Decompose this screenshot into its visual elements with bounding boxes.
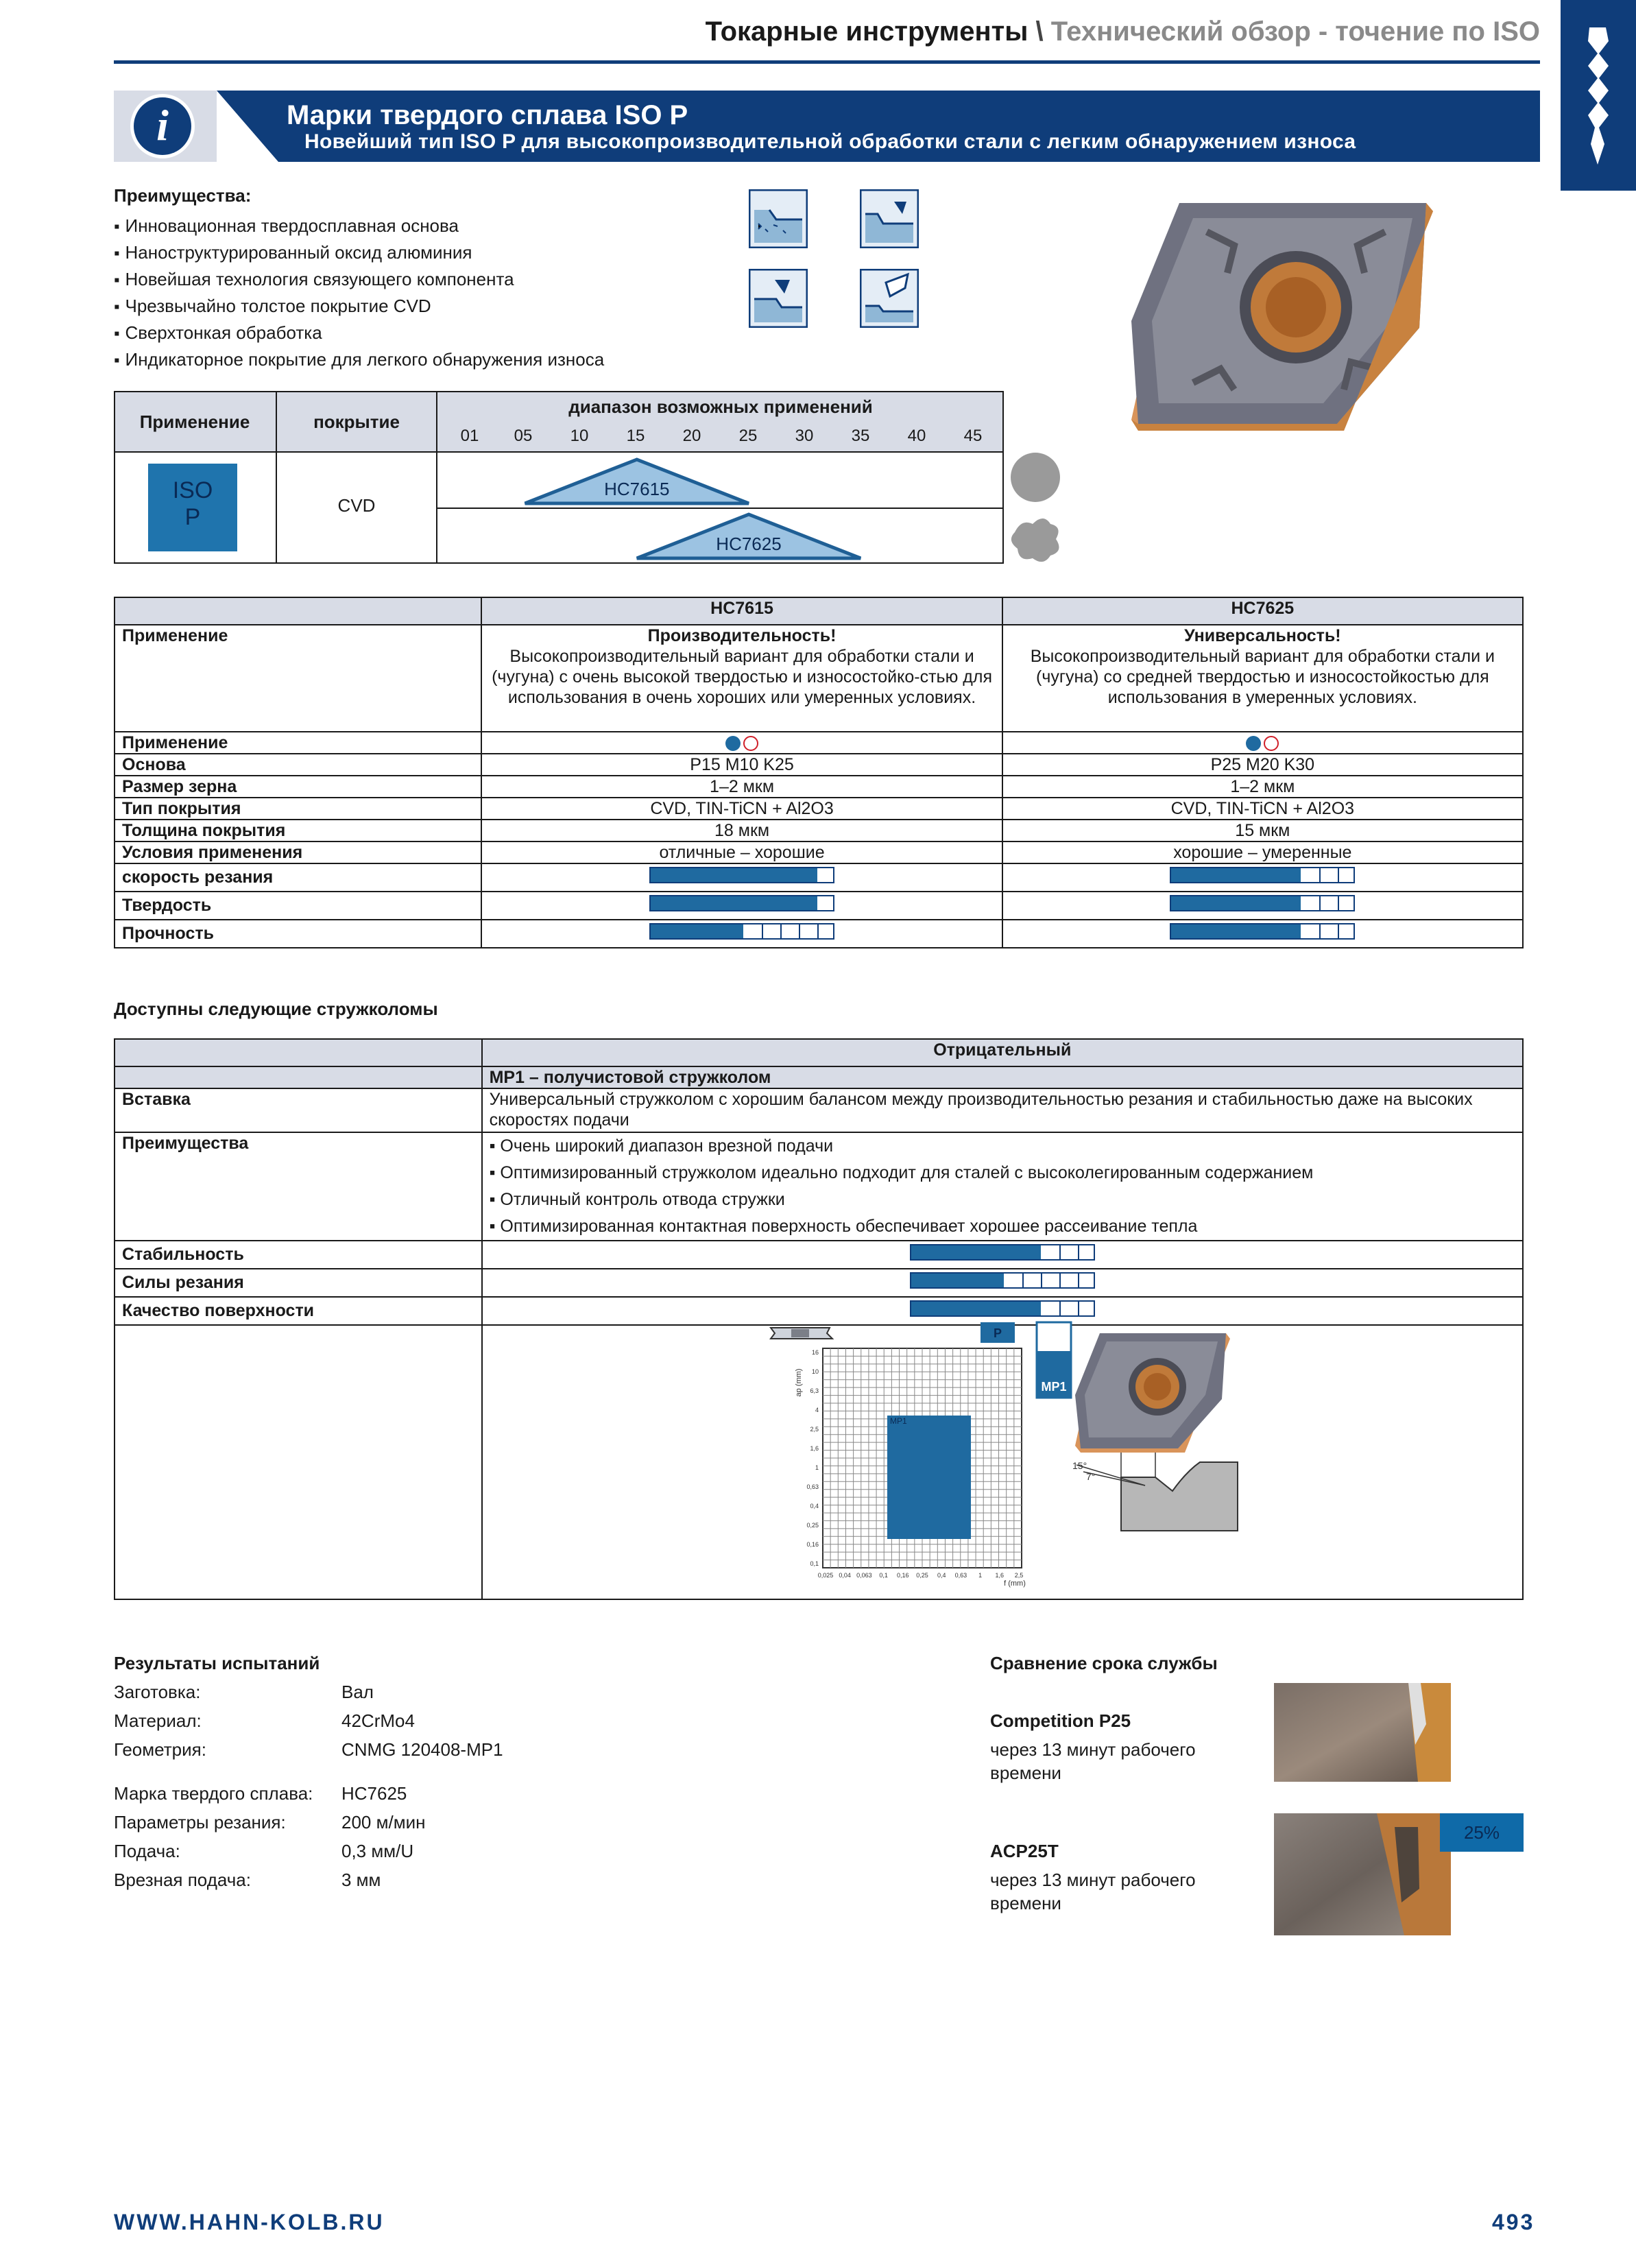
rating-fill (651, 924, 743, 938)
footer-url[interactable]: WWW.HAHN-KOLB.RU (114, 2210, 385, 2234)
rating-bar (1170, 867, 1355, 883)
row-label: Вставка (115, 1088, 482, 1132)
header-rule (114, 60, 1540, 64)
product-note: через 13 минут рабочего (990, 1870, 1196, 1890)
result-value: HC7625 (341, 1783, 407, 1804)
lifetime-heading: Сравнение срока службы (990, 1653, 1218, 1673)
grade2-header: HC7625 (1002, 597, 1523, 625)
section-title: Токарные инструменты (705, 16, 1028, 47)
rating-bar (649, 895, 834, 911)
filled-dot-icon (1246, 736, 1261, 751)
material-blob-icon (1011, 518, 1059, 562)
range-border-top (114, 391, 1004, 392)
rating-fill (911, 1245, 1041, 1259)
grade1-speed (481, 863, 1002, 892)
result-label: Параметры резания: (114, 1812, 286, 1833)
grade1-conditions: отличные – хорошие (481, 841, 1002, 863)
result-value: CNMG 120408-MP1 (341, 1739, 503, 1760)
insert-image (1131, 184, 1458, 447)
range-tick: 25 (738, 427, 758, 445)
row-label: Стабильность (115, 1241, 482, 1269)
x-tick-label: 0,063 (856, 1572, 872, 1579)
grade2-speed (1002, 863, 1523, 892)
chipbreaker-advantages (482, 1132, 1523, 1241)
iso-label: ISO (172, 477, 213, 503)
product-wear-photo (1274, 1813, 1451, 1935)
profiling-icon (860, 269, 919, 328)
info-box (114, 91, 217, 162)
grade1-header: HC7615 (481, 597, 1002, 625)
col-application-header: Применение (114, 392, 276, 451)
x-tick-label: 0,63 (954, 1572, 967, 1579)
chapter-tab (1561, 0, 1636, 191)
row-label: Прочность (115, 920, 481, 948)
x-tick-label: 0,025 (817, 1572, 834, 1579)
grade2-grain: 1–2 мкм (1002, 776, 1523, 798)
range-grade-label: HC7625 (716, 534, 782, 554)
range-tick: 10 (570, 427, 589, 445)
list-item: ▪ Инновационная твердосплавная основа (114, 213, 604, 239)
result-label: Врезная подача: (114, 1870, 251, 1890)
land-angle-label: 7° (1086, 1471, 1096, 1482)
row-label: Твердость (115, 892, 481, 920)
col-range-header: диапазон возможных применений (437, 392, 1004, 421)
chipbreaker-scale-label: MP1 (1041, 1380, 1067, 1394)
row-label: Толщина покрытия (115, 820, 481, 841)
rating-fill (1171, 924, 1301, 938)
semi-finishing-icon (749, 269, 808, 328)
result-label: Материал: (114, 1710, 202, 1731)
range-grade-label: HC7615 (604, 479, 670, 499)
grade2-thickness: 15 мкм (1002, 820, 1523, 841)
y-tick-label: 16 (811, 1349, 819, 1356)
filled-dot-icon (725, 736, 741, 751)
list-item: ▪ Чрезвычайно толстое покрытие CVD (114, 293, 604, 320)
material-tab-label: P (993, 1326, 1002, 1340)
row-label: Применение (115, 625, 481, 732)
stability-rating (482, 1241, 1523, 1269)
x-axis-label: f (mm) (1004, 1579, 1026, 1588)
y-tick-label: 0,63 (806, 1483, 819, 1490)
list-item-text: Оптимизированный стружколом идеально подходит для сталей с высоколегированным содержанием (500, 1163, 1314, 1182)
y-tick-label: 0,4 (810, 1503, 819, 1509)
rating-fill (911, 1274, 1004, 1287)
rake-angle-label: 15° (1072, 1460, 1087, 1471)
list-item-text: Отличный контроль отвода стружки (500, 1190, 785, 1209)
range-tick: 45 (963, 427, 983, 445)
chipbreaker-name: MP1 – получистовой стружколом (482, 1066, 1523, 1088)
competitor-wear-photo (1274, 1683, 1451, 1782)
iso-group-label: P (184, 504, 201, 530)
forces-rating (482, 1269, 1523, 1297)
result-label: Геометрия: (114, 1739, 206, 1760)
x-tick-label: 0,25 (916, 1572, 928, 1579)
insert-small-image (1075, 1324, 1240, 1461)
result-value: 3 мм (341, 1870, 381, 1890)
row-label: Тип покрытия (115, 798, 481, 820)
rating-cell-divider (1319, 868, 1321, 882)
x-tick-label: 1,6 (995, 1572, 1005, 1579)
row-label: Основа (115, 754, 481, 776)
rating-cell-divider (1078, 1302, 1079, 1315)
rating-fill (651, 896, 817, 910)
iso-p-badge (148, 464, 237, 551)
grade1-grain: 1–2 мкм (481, 776, 1002, 798)
grade2-title: Универсальность! (1184, 626, 1341, 645)
product-name: ACP25T (990, 1841, 1059, 1861)
rating-cell-divider (1059, 1302, 1061, 1315)
rating-bar (1170, 895, 1355, 911)
grade1-application-dots (481, 732, 1002, 754)
competitor-note: времени (990, 1763, 1061, 1783)
rating-cell-divider (1319, 924, 1321, 938)
info-icon: i (130, 94, 195, 158)
rating-cell-divider (1338, 868, 1339, 882)
grade2-application-dots (1002, 732, 1523, 754)
empty-header (115, 1039, 482, 1066)
list-item: ▪ Отличный контроль отвода стружки (489, 1190, 785, 1209)
insert-description: Универсальный стружколом с хорошим балансом между производительностью резания и стабильностью даже на высоких скоростях подачи (482, 1088, 1523, 1132)
insert-profile-icon (771, 1328, 832, 1339)
banner-subtitle: Новейший тип ISO P для высокопроизводительной обработки стали с легким обнаружением износа (304, 130, 1356, 153)
product-note: времени (990, 1893, 1061, 1913)
col-coating-header: покрытие (276, 392, 437, 451)
diagram-label-cell (115, 1325, 482, 1599)
row-label: Качество поверхности (115, 1297, 482, 1325)
grade1-description: Высокопроизводительный вариант для обработки стали и (чугуна) с очень высокой твердостью и износостойко-стью для использования в очень хороших или умеренных условиях. (492, 647, 992, 707)
grade1-coating: CVD, TIN-TiCN + Al2O3 (481, 798, 1002, 820)
range-border-left (114, 391, 115, 564)
rating-bar (1170, 923, 1355, 940)
material-circle-icon (1011, 453, 1060, 502)
negative-header: Отрицательный (482, 1039, 1523, 1066)
edge-section (1121, 1462, 1238, 1531)
range-tick: 40 (907, 427, 926, 445)
x-tick-label: 0,1 (879, 1572, 888, 1579)
result-label: Заготовка: (114, 1682, 201, 1702)
rating-cell-divider (1059, 1274, 1061, 1287)
grade1-thickness: 18 мкм (481, 820, 1002, 841)
y-tick-label: 10 (811, 1368, 819, 1375)
result-label: Подача: (114, 1841, 180, 1861)
application-area (887, 1416, 971, 1539)
grades-table (114, 597, 1524, 948)
section-subtitle: Технический обзор - точение по ISO (1050, 16, 1540, 47)
grade1-application (481, 625, 1002, 732)
y-tick-label: 4 (815, 1407, 819, 1413)
grade1-base: P15 M10 K25 (481, 754, 1002, 776)
banner-title: Марки твердого сплава ISO P (287, 100, 688, 130)
rating-bar (910, 1244, 1095, 1261)
y-tick-label: 0,16 (806, 1541, 819, 1548)
result-value: Вал (341, 1682, 374, 1702)
rating-cell-divider (1041, 1274, 1042, 1287)
range-divider (276, 391, 277, 564)
rating-cell-divider (1022, 1274, 1024, 1287)
row-label: Условия применения (115, 841, 481, 863)
advantages-list (114, 213, 604, 373)
list-item-text: Оптимизированная контактная поверхность обеспечивает хорошее рассеивание тепла (500, 1217, 1198, 1236)
row-label: Применение (115, 732, 481, 754)
list-item: ▪ Сверхтонкая обработка (114, 320, 604, 346)
y-tick-label: 0,25 (806, 1522, 819, 1529)
row-label: Силы резания (115, 1269, 482, 1297)
chipbreakers-heading: Доступны следующие стружколомы (114, 999, 438, 1019)
list-item: ▪ Индикаторное покрытие для легкого обнаружения износа (114, 346, 604, 373)
roughing-icon (749, 189, 808, 248)
y-tick-label: 6,3 (810, 1387, 819, 1394)
rating-bar (649, 923, 834, 940)
grade1-title: Производительность! (647, 626, 837, 645)
open-dot-icon (743, 736, 758, 751)
list-item: ▪ Наноструктурированный оксид алюминия (114, 239, 604, 266)
x-tick-label: 1 (978, 1572, 983, 1579)
list-item: ▪ Оптимизированный стружколом идеально подходит для сталей с высоколегированным содержанием (489, 1163, 1314, 1182)
y-tick-label: 1,6 (810, 1445, 819, 1452)
list-item: ▪ Новейшая технология связующего компонента (114, 266, 604, 293)
empty-header (115, 597, 481, 625)
x-tick-label: 0,04 (839, 1572, 851, 1579)
competitor-name: Competition P25 (990, 1710, 1131, 1731)
range-tick: 01 (460, 427, 479, 445)
result-value: 42CrMo4 (341, 1710, 415, 1731)
grade2-description: Высокопроизводительный вариант для обработки стали и (чугуна) со средней твердостью и износостойкостью для использования в умеренных условиях. (1030, 647, 1495, 707)
coating-value: CVD (337, 495, 376, 516)
grade2-base: P25 M20 K30 (1002, 754, 1523, 776)
rating-cell-divider (780, 924, 782, 938)
range-tick: 20 (682, 427, 701, 445)
range-tick: 05 (514, 427, 533, 445)
grade2-application (1002, 625, 1523, 732)
empty-subheader (115, 1066, 482, 1088)
rating-bar (649, 867, 834, 883)
result-label: Марка твердого сплава: (114, 1783, 313, 1804)
grade2-conditions: хорошие – умеренные (1002, 841, 1523, 863)
rating-fill (1171, 896, 1301, 910)
grade2-coating: CVD, TIN-TiCN + Al2O3 (1002, 798, 1523, 820)
x-tick-label: 0,16 (897, 1572, 909, 1579)
grade1-hardness (481, 892, 1002, 920)
rating-fill (911, 1302, 1041, 1315)
rating-bar (910, 1272, 1095, 1289)
row-label: Размер зерна (115, 776, 481, 798)
range-tick: 30 (795, 427, 814, 445)
advantages-heading: Преимущества: (114, 185, 252, 206)
rating-cell-divider (1338, 924, 1339, 938)
range-tick: 15 (626, 427, 645, 445)
rating-cell-divider (1078, 1245, 1079, 1259)
rating-cell-divider (1078, 1274, 1079, 1287)
rating-fill (1171, 868, 1301, 882)
list-item: ▪ Оптимизированная контактная поверхность обеспечивает хорошее рассеивание тепла (489, 1217, 1198, 1236)
grade2-hardness (1002, 892, 1523, 920)
row-label: скорость резания (115, 863, 481, 892)
list-item-text: Очень широкий диапазон врезной подачи (500, 1136, 834, 1156)
open-dot-icon (1264, 736, 1279, 751)
y-tick-label: 1 (815, 1464, 819, 1471)
y-tick-label: 0,1 (810, 1560, 819, 1567)
row-label: Преимущества (115, 1132, 482, 1241)
improvement-badge: 25% (1440, 1813, 1524, 1852)
rating-cell-divider (1319, 896, 1321, 910)
result-value: 200 м/мин (341, 1812, 426, 1833)
finishing-icon (860, 189, 919, 248)
rating-cell-divider (1059, 1245, 1061, 1259)
rating-bar (910, 1300, 1095, 1317)
test-results-heading: Результаты испытаний (114, 1653, 320, 1673)
result-value: 0,3 мм/U (341, 1841, 414, 1861)
rating-cell-divider (762, 924, 763, 938)
x-tick-label: 2,5 (1014, 1572, 1024, 1579)
drill-icon (1588, 27, 1609, 165)
y-axis-label: ap (mm) (795, 1368, 803, 1397)
rating-cell-divider (1338, 896, 1339, 910)
material-symbols (1008, 450, 1063, 566)
x-tick-label: 0,4 (937, 1572, 946, 1579)
page-header-title (706, 16, 1540, 47)
grade2-toughness (1002, 920, 1523, 948)
title-separator: \ (1035, 16, 1044, 47)
range-border-bottom (114, 562, 1004, 564)
application-area-label: MP1 (890, 1416, 907, 1426)
rating-cell-divider (799, 924, 800, 938)
competitor-note: через 13 минут рабочего (990, 1739, 1196, 1760)
grade1-toughness (481, 920, 1002, 948)
range-chart (437, 453, 1004, 562)
range-tick: 35 (851, 427, 870, 445)
y-tick-label: 2,5 (810, 1426, 819, 1433)
rating-fill (651, 868, 817, 882)
list-item: ▪ Очень широкий диапазон врезной подачи (489, 1136, 834, 1156)
rating-cell-divider (817, 924, 819, 938)
page-number: 493 (1492, 2210, 1535, 2234)
